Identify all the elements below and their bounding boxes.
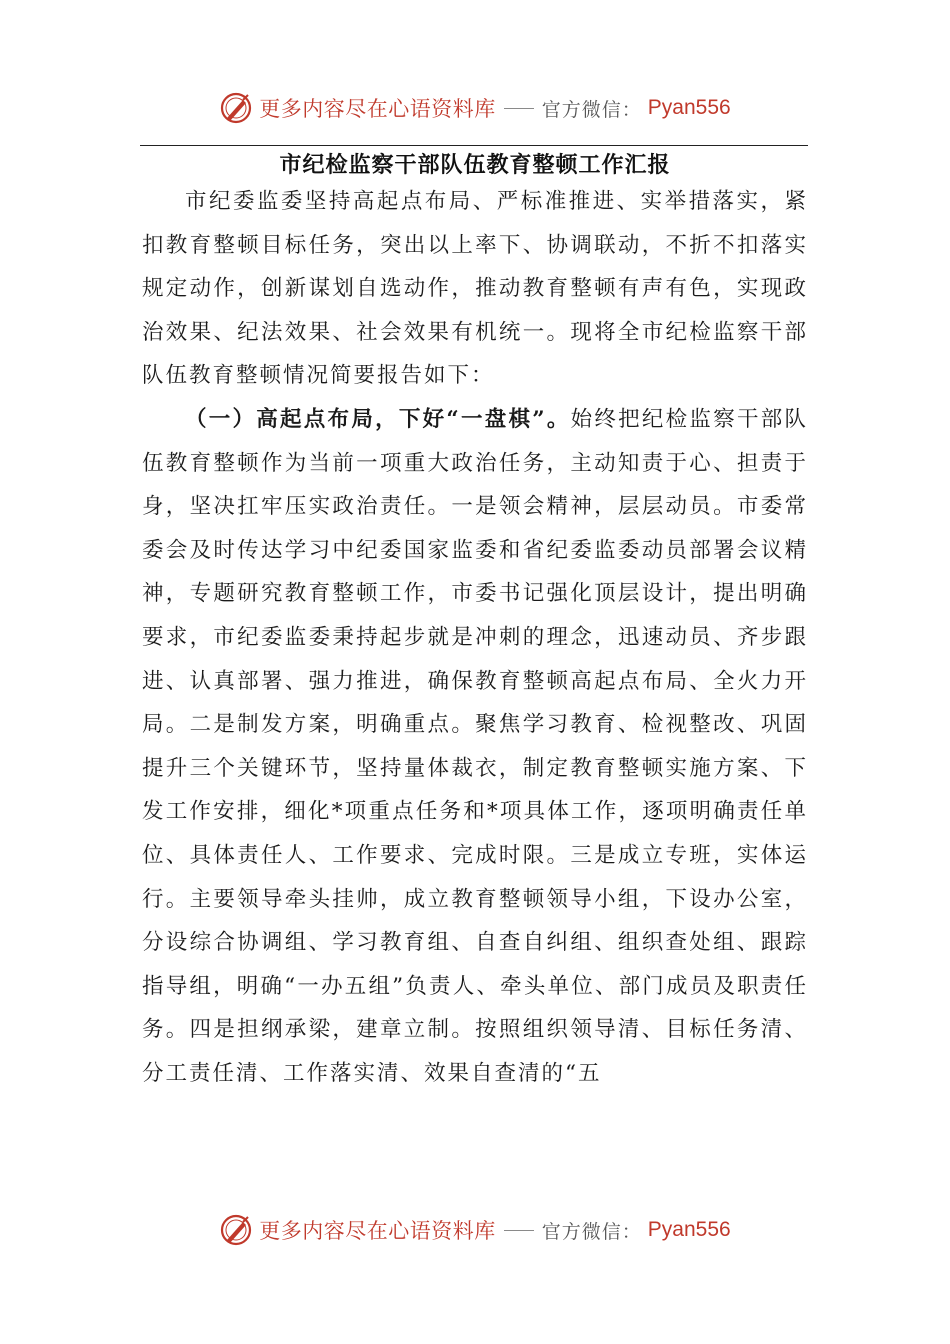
- document-body: [142, 180, 808, 1095]
- footer-banner: [0, 1210, 950, 1250]
- wechat-id: Pyan556: [647, 96, 731, 119]
- pen-nib-circle-icon: [219, 91, 253, 125]
- pen-nib-circle-icon: [219, 1213, 253, 1247]
- wechat-id: Pyan556: [647, 1218, 731, 1241]
- banner-dash: [504, 1230, 534, 1231]
- official-label: 官方微信：: [541, 1220, 642, 1243]
- header-banner: [0, 88, 950, 128]
- brand-text: 更多内容尽在心语资料库: [259, 1219, 496, 1243]
- header-rule: [140, 145, 808, 146]
- document-title: 市纪检监察干部队伍教育整顿工作汇报: [279, 152, 671, 178]
- section-1-heading: （一）高起点布局，下好“一盘棋”。: [185, 406, 571, 432]
- section-1-body: 始终把纪检监察干部队伍教育整顿作为当前一项重大政治任务，主动知责于心、担责于身，坚决扛牢压实政治责任。一是领会精神，层层动员。市委常委会及时传达学习中纪委国家监委和省纪委监委动员部署会议精神，专题研究教育整顿工作，市委书记强化顶层设计，提出明确要求，市纪委监委秉持起步就是冲刺的理念，迅速动员、齐步跟进、认真部署、强力推进，确保教育整顿高起点布局、全火力开局。二是制发方案，明确重点。聚焦学习教育、检视整改、巩固提升三个关键环节，坚持量体裁衣，制定教育整顿实施方案、下发工作安排，细化*项重点任务和*项具体工作，逐项明确责任单位、具体责任人、工作要求、完成时限。三是成立专班，实体运行。主要领导牵头挂帅，成立教育整顿领导小组，下设办公室，分设综合协调组、学习教育组、自查自纠组、组织查处组、跟踪指导组，明确“一办五组”负责人、牵头单位、部门成员及职责任务。四是担纲承梁，建章立制。按照组织领导清、目标任务清、分工责任清、工作落实清、效果自查清的“五: [142, 406, 808, 1086]
- banner-dash: [504, 108, 534, 109]
- official-label: 官方微信：: [541, 98, 642, 121]
- intro-paragraph: 市纪委监委坚持高起点布局、严标准推进、实举措落实，紧扣教育整顿目标任务，突出以上率下、协调联动，不折不扣落实规定动作，创新谋划自选动作，推动教育整顿有声有色，实现政治效果、纪法效果、社会效果有机统一。现将全市纪检监察干部队伍教育整顿情况简要报告如下：: [142, 189, 808, 389]
- section-1-paragraph: [142, 398, 808, 1096]
- brand-text: 更多内容尽在心语资料库: [259, 97, 496, 121]
